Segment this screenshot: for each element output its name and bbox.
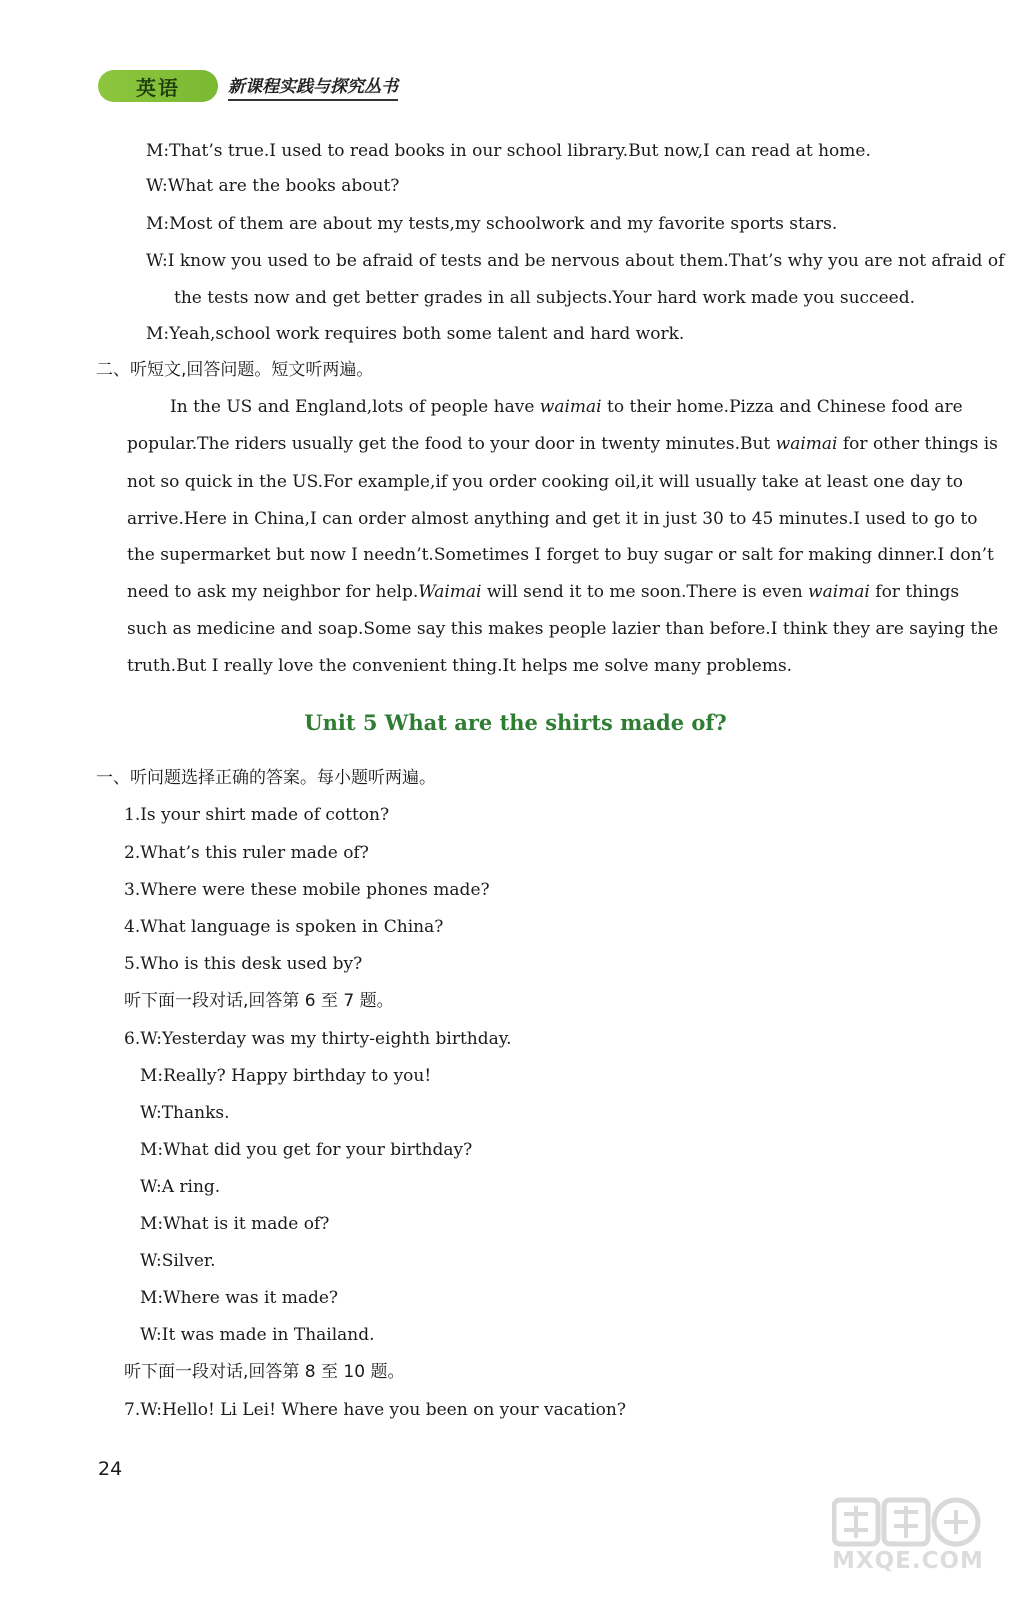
dialogue-line: W:Thanks. <box>140 1103 230 1123</box>
dialogue-line: M:What did you get for your birthday? <box>140 1140 473 1160</box>
passage-line: need to ask my neighbor for help.Waimai will send it to me soon.There is even waimai for things <box>127 582 960 602</box>
watermark-text: MXQE.COM <box>832 1548 984 1574</box>
section-heading: 二、听短文,回答问题。短文听两遍。 <box>96 360 374 380</box>
question: 4.What language is spoken in China? <box>124 917 444 937</box>
passage-line: arrive.Here in China,I can order almost anything and get it in just 30 to 45 minutes.I used to go to <box>127 509 978 529</box>
dialogue-line: M:Where was it made? <box>140 1288 339 1308</box>
subject-badge: 英语 <box>98 70 218 102</box>
watermark-logo-icon <box>832 1492 982 1554</box>
dialogue-line: M:What is it made of? <box>140 1214 330 1234</box>
unit-title: Unit 5 What are the shirts made of? <box>304 710 727 735</box>
dialogue-line: W:I know you used to be afraid of tests and be nervous about them.That’s why you are not afraid of <box>146 251 1005 271</box>
passage-line: In the US and England,lots of people have waimai to their home.Pizza and Chinese food are <box>170 397 963 417</box>
dialogue-line: the tests now and get better grades in all subjects.Your hard work made you succeed. <box>174 288 915 308</box>
dialogue-line: M:That’s true.I used to read books in our school library.But now,I can read at home. <box>146 141 871 161</box>
dialogue-line: M:Most of them are about my tests,my schoolwork and my favorite sports stars. <box>146 214 838 234</box>
dialogue-line: M:Yeah,school work requires both some talent and hard work. <box>146 324 685 344</box>
question: 1.Is your shirt made of cotton? <box>124 805 390 825</box>
dialogue-line: W:It was made in Thailand. <box>140 1325 375 1345</box>
instruction: 听下面一段对话,回答第 6 至 7 题。 <box>124 991 394 1011</box>
passage-line: popular.The riders usually get the food to your door in twenty minutes.But waimai for other things is <box>127 434 998 454</box>
series-title: 新课程实践与探究丛书 <box>228 72 398 101</box>
dialogue-line: W:Silver. <box>140 1251 216 1271</box>
passage-line: the supermarket but now I needn’t.Sometimes I forget to buy sugar or salt for making dinner.I don’t <box>127 545 994 565</box>
question: 2.What’s this ruler made of? <box>124 843 369 863</box>
passage-line: such as medicine and soap.Some say this makes people lazier than before.I think they are saying the <box>127 619 999 639</box>
question: 3.Where were these mobile phones made? <box>124 880 490 900</box>
dialogue-line: W:A ring. <box>140 1177 221 1197</box>
dialogue-line: 6.W:Yesterday was my thirty-eighth birthday. <box>124 1029 512 1049</box>
passage-line: not so quick in the US.For example,if you order cooking oil,it will usually take at least one day to <box>127 472 964 492</box>
dialogue-line: 7.W:Hello! Li Lei! Where have you been on your vacation? <box>124 1400 626 1420</box>
instruction: 听下面一段对话,回答第 8 至 10 题。 <box>124 1362 405 1382</box>
dialogue-line: M:Really? Happy birthday to you! <box>140 1066 432 1086</box>
passage-line: truth.But I really love the convenient thing.It helps me solve many problems. <box>127 656 793 676</box>
page-header <box>98 68 398 104</box>
page-number: 24 <box>98 1458 123 1480</box>
section-heading: 一、听问题选择正确的答案。每小题听两遍。 <box>96 768 436 788</box>
question: 5.Who is this desk used by? <box>124 954 363 974</box>
dialogue-line: W:What are the books about? <box>146 176 400 196</box>
